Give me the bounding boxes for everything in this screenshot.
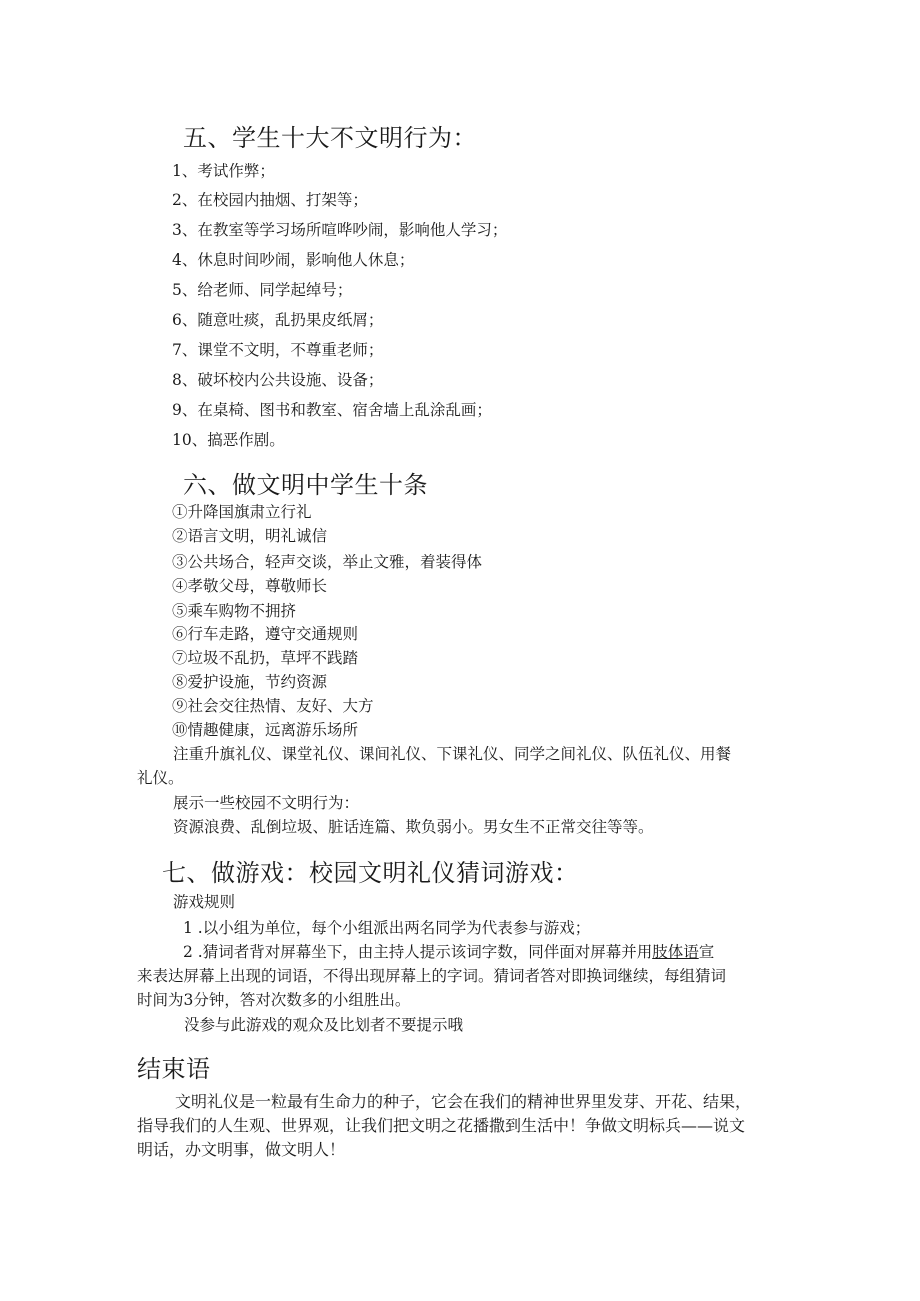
closing-title: 结束语 xyxy=(137,1055,211,1083)
rule-2-text: 2 .猜词者背对屏幕坐下，由主持人提示该词字数，同伴面对屏幕并用 xyxy=(183,943,653,961)
list-item: 3、在教室等学习场所喧哗吵闹，影响他人学习； xyxy=(172,221,508,239)
list-item: 2、在校园内抽烟、打架等； xyxy=(172,191,368,209)
show-text: 资源浪费、乱倒垃圾、脏话连篇、欺负弱小。男女生不正常交往等等。 xyxy=(173,818,654,836)
etiquette-note: 注重升旗礼仪、课堂礼仪、课间礼仪、下课礼仪、同学之间礼仪、队伍礼仪、用餐 xyxy=(173,745,732,763)
reminder-text: 没参与此游戏的观众及比划者不要提示哦 xyxy=(184,1016,464,1034)
rule-2-text-end: 宣 xyxy=(698,943,715,961)
rule-2-continued: 来表达屏幕上出现的词语，不得出现屏幕上的字词。猜词者答对即换词继续，每组猜词 xyxy=(137,967,727,985)
section-5-title: 五、学生十大不文明行为： xyxy=(183,124,477,152)
list-item: 8、破坏校内公共设施、设备； xyxy=(172,371,384,389)
list-item: 1、考试作弊； xyxy=(172,162,275,180)
list-item: 4、休息时间吵闹，影响他人休息； xyxy=(172,251,415,269)
list-item: ⑥行车走路，遵守交通规则 xyxy=(172,625,359,643)
section-7-title: 七、做游戏：校园文明礼仪猜词游戏： xyxy=(162,859,579,887)
list-item: ⑤乘车购物不拥挤 xyxy=(172,602,297,620)
underlined-term: 肢体语 xyxy=(652,943,699,961)
list-item: ⑧爱护设施，节约资源 xyxy=(172,673,328,691)
closing-line: 文明礼仪是一粒最有生命力的种子，它会在我们的精神世界里发芽、开花、结果， xyxy=(175,1092,752,1111)
list-item: 10、搞恶作剧。 xyxy=(172,431,285,449)
etiquette-note-continued: 礼仪。 xyxy=(137,769,184,787)
list-item: 9、在桌椅、图书和教室、宿舍墙上乱涂乱画； xyxy=(172,401,492,419)
rule-1: 1 .以小组为单位，每个小组派出两名同学为代表参与游戏； xyxy=(183,919,591,937)
rule-2-continued: 时间为3分钟，答对次数多的小组胜出。 xyxy=(137,991,411,1009)
closing-line: 指导我们的人生观、世界观，让我们把文明之花播撒到生活中！争做文明标兵——说文 xyxy=(137,1116,746,1135)
rule-2 xyxy=(183,941,714,963)
list-item: ⑨社会交往热情、友好、大方 xyxy=(172,697,374,715)
list-item: ①升降国旗肃立行礼 xyxy=(172,503,312,521)
list-item: ②语言文明，明礼诚信 xyxy=(172,527,328,545)
rules-label: 游戏规则 xyxy=(173,893,236,911)
list-item: 6、随意吐痰，乱扔果皮纸屑； xyxy=(172,311,384,329)
closing-line: 明话，办文明事，做文明人！ xyxy=(137,1140,346,1159)
section-6-title: 六、做文明中学生十条 xyxy=(183,471,428,499)
show-label: 展示一些校园不文明行为： xyxy=(173,794,360,812)
list-item: 7、课堂不文明，不尊重老师； xyxy=(172,341,384,359)
list-item: ④孝敬父母，尊敬师长 xyxy=(172,577,328,595)
list-item: ③公共场合，轻声交谈，举止文雅，着装得体 xyxy=(172,553,483,571)
list-item: ⑦垃圾不乱扔，草坪不践踏 xyxy=(172,649,359,667)
list-item: ⑩情趣健康，远离游乐场所 xyxy=(172,721,359,739)
list-item: 5、给老师、同学起绰号； xyxy=(172,281,353,299)
